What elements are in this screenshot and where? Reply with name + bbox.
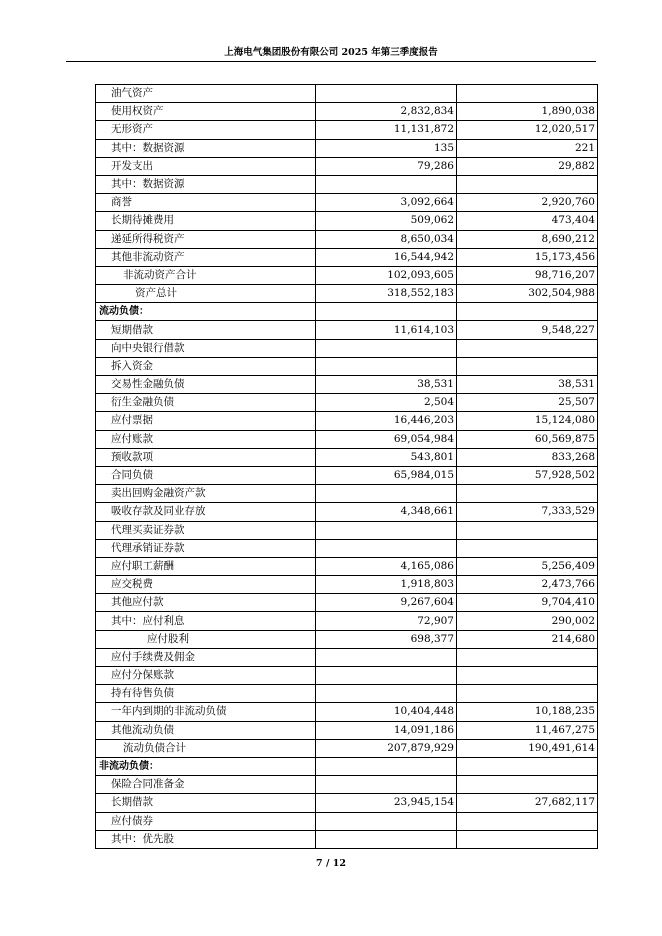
value-current-period: 79,286 xyxy=(316,157,457,175)
value-current-period: 1,918,803 xyxy=(316,576,457,594)
table-row xyxy=(96,521,598,539)
value-current-period: 8,650,034 xyxy=(316,230,457,248)
table-row xyxy=(96,812,598,830)
table-row xyxy=(96,212,598,230)
table-row xyxy=(96,721,598,739)
value-prior-period xyxy=(457,667,598,685)
table-row xyxy=(96,230,598,248)
table-row xyxy=(96,739,598,757)
value-prior-period: 10,188,235 xyxy=(457,703,598,721)
value-prior-period: 190,491,614 xyxy=(457,739,598,757)
value-current-period xyxy=(316,812,457,830)
value-current-period: 102,093,605 xyxy=(316,266,457,284)
value-current-period: 318,552,183 xyxy=(316,285,457,303)
table-row xyxy=(96,339,598,357)
value-prior-period: 12,020,517 xyxy=(457,121,598,139)
table-row xyxy=(96,466,598,484)
table-row xyxy=(96,539,598,557)
section-row xyxy=(96,757,598,775)
row-label: 保险合同准备金 xyxy=(96,776,316,794)
table-row xyxy=(96,248,598,266)
value-prior-period: 302,504,988 xyxy=(457,285,598,303)
row-label: 一年内到期的非流动负债 xyxy=(96,703,316,721)
header-rule xyxy=(66,61,596,62)
value-prior-period: 2,920,760 xyxy=(457,194,598,212)
value-current-period: 698,377 xyxy=(316,630,457,648)
table-row xyxy=(96,667,598,685)
value-current-period: 23,945,154 xyxy=(316,794,457,812)
row-label: 应付手续费及佣金 xyxy=(96,648,316,666)
table-row xyxy=(96,794,598,812)
row-label: 其中：数据资源 xyxy=(96,139,316,157)
value-current-period: 207,879,929 xyxy=(316,739,457,757)
section-row xyxy=(96,303,598,321)
value-current-period xyxy=(316,357,457,375)
table-row xyxy=(96,139,598,157)
value-current-period: 11,614,103 xyxy=(316,321,457,339)
value-current-period xyxy=(316,339,457,357)
value-prior-period xyxy=(457,357,598,375)
table-row xyxy=(96,357,598,375)
value-prior-period xyxy=(457,85,598,103)
table-row xyxy=(96,175,598,193)
table-row xyxy=(96,430,598,448)
row-label: 衍生金融负债 xyxy=(96,394,316,412)
row-label: 应付账款 xyxy=(96,430,316,448)
value-current-period: 2,832,834 xyxy=(316,103,457,121)
row-label: 代理承销证券款 xyxy=(96,539,316,557)
value-prior-period xyxy=(457,539,598,557)
table-row xyxy=(96,376,598,394)
value-prior-period: 7,333,529 xyxy=(457,503,598,521)
value-prior-period: 57,928,502 xyxy=(457,466,598,484)
row-label: 其中：优先股 xyxy=(96,830,316,848)
value-current-period: 16,446,203 xyxy=(316,412,457,430)
row-label: 长期待摊费用 xyxy=(96,212,316,230)
value-prior-period: 25,507 xyxy=(457,394,598,412)
value-current-period xyxy=(316,85,457,103)
value-current-period: 14,091,186 xyxy=(316,721,457,739)
value-current-period xyxy=(316,521,457,539)
table-row xyxy=(96,503,598,521)
table-row xyxy=(96,103,598,121)
value-current-period: 4,348,661 xyxy=(316,503,457,521)
table-row xyxy=(96,648,598,666)
row-label: 递延所得税资产 xyxy=(96,230,316,248)
row-label: 商誉 xyxy=(96,194,316,212)
report-header: 上海电气集团股份有限公司 2025 年第三季度报告 xyxy=(224,47,438,58)
value-current-period: 9,267,604 xyxy=(316,594,457,612)
value-prior-period: 27,682,117 xyxy=(457,794,598,812)
table-row xyxy=(96,448,598,466)
row-label: 其他非流动资产 xyxy=(96,248,316,266)
row-label: 其他应付款 xyxy=(96,594,316,612)
row-label: 应付职工薪酬 xyxy=(96,557,316,575)
value-prior-period: 60,569,875 xyxy=(457,430,598,448)
value-prior-period: 473,404 xyxy=(457,212,598,230)
value-current-period: 16,544,942 xyxy=(316,248,457,266)
value-current-period xyxy=(316,667,457,685)
value-prior-period xyxy=(457,521,598,539)
value-current-period: 72,907 xyxy=(316,612,457,630)
value-prior-period xyxy=(457,303,598,321)
value-current-period xyxy=(316,303,457,321)
value-current-period: 2,504 xyxy=(316,394,457,412)
row-label: 预收款项 xyxy=(96,448,316,466)
value-current-period xyxy=(316,485,457,503)
table-row xyxy=(96,266,598,284)
value-current-period: 4,165,086 xyxy=(316,557,457,575)
value-prior-period: 38,531 xyxy=(457,376,598,394)
table-row xyxy=(96,394,598,412)
value-prior-period xyxy=(457,648,598,666)
row-label: 应付票据 xyxy=(96,412,316,430)
row-label: 其中：应付利息 xyxy=(96,612,316,630)
row-label: 开发支出 xyxy=(96,157,316,175)
row-label: 应付债券 xyxy=(96,812,316,830)
table-row xyxy=(96,703,598,721)
value-prior-period: 2,473,766 xyxy=(457,576,598,594)
value-prior-period: 221 xyxy=(457,139,598,157)
value-current-period xyxy=(316,757,457,775)
value-current-period xyxy=(316,776,457,794)
value-prior-period: 214,680 xyxy=(457,630,598,648)
value-prior-period: 290,002 xyxy=(457,612,598,630)
value-current-period: 10,404,448 xyxy=(316,703,457,721)
value-prior-period xyxy=(457,485,598,503)
table-row xyxy=(96,121,598,139)
table-row xyxy=(96,321,598,339)
row-label: 无形资产 xyxy=(96,121,316,139)
value-prior-period: 98,716,207 xyxy=(457,266,598,284)
table-row xyxy=(96,557,598,575)
value-prior-period: 29,882 xyxy=(457,157,598,175)
value-prior-period: 1,890,038 xyxy=(457,103,598,121)
value-prior-period: 9,548,227 xyxy=(457,321,598,339)
value-prior-period xyxy=(457,812,598,830)
row-label: 应付分保账款 xyxy=(96,667,316,685)
page-number: 7 / 12 xyxy=(316,858,346,869)
row-label: 流动负债合计 xyxy=(96,739,316,757)
row-label: 卖出回购金融资产款 xyxy=(96,485,316,503)
value-prior-period xyxy=(457,175,598,193)
row-label: 持有待售负债 xyxy=(96,685,316,703)
row-label: 向中央银行借款 xyxy=(96,339,316,357)
row-label: 拆入资金 xyxy=(96,357,316,375)
table-row xyxy=(96,412,598,430)
table-row xyxy=(96,576,598,594)
value-prior-period xyxy=(457,685,598,703)
row-label: 资产总计 xyxy=(96,285,316,303)
value-prior-period: 15,173,456 xyxy=(457,248,598,266)
row-label: 代理买卖证券款 xyxy=(96,521,316,539)
value-prior-period xyxy=(457,339,598,357)
section-heading: 非流动负债： xyxy=(96,757,316,775)
row-label: 使用权资产 xyxy=(96,103,316,121)
table-row xyxy=(96,830,598,848)
row-label: 短期借款 xyxy=(96,321,316,339)
table-row xyxy=(96,485,598,503)
value-prior-period: 8,690,212 xyxy=(457,230,598,248)
row-label: 吸收存款及同业存放 xyxy=(96,503,316,521)
value-current-period: 3,092,664 xyxy=(316,194,457,212)
row-label: 其中：数据资源 xyxy=(96,175,316,193)
row-label: 其他流动负债 xyxy=(96,721,316,739)
value-prior-period xyxy=(457,757,598,775)
value-current-period: 65,984,015 xyxy=(316,466,457,484)
row-label: 长期借款 xyxy=(96,794,316,812)
value-current-period: 11,131,872 xyxy=(316,121,457,139)
value-current-period: 543,801 xyxy=(316,448,457,466)
row-label: 合同负债 xyxy=(96,466,316,484)
row-label: 交易性金融负债 xyxy=(96,376,316,394)
table-row xyxy=(96,85,598,103)
table-row xyxy=(96,285,598,303)
value-current-period: 69,054,984 xyxy=(316,430,457,448)
row-label: 非流动资产合计 xyxy=(96,266,316,284)
value-prior-period xyxy=(457,776,598,794)
value-current-period xyxy=(316,685,457,703)
table-row xyxy=(96,194,598,212)
row-label: 油气资产 xyxy=(96,85,316,103)
value-prior-period: 11,467,275 xyxy=(457,721,598,739)
value-current-period: 38,531 xyxy=(316,376,457,394)
table-row xyxy=(96,776,598,794)
value-current-period xyxy=(316,539,457,557)
table-row xyxy=(96,612,598,630)
value-prior-period xyxy=(457,830,598,848)
table-row xyxy=(96,594,598,612)
table-row xyxy=(96,157,598,175)
value-current-period xyxy=(316,830,457,848)
table-row xyxy=(96,630,598,648)
row-label: 应付股利 xyxy=(96,630,316,648)
table-row xyxy=(96,685,598,703)
balance-sheet-table xyxy=(95,84,598,849)
row-label: 应交税费 xyxy=(96,576,316,594)
value-prior-period: 9,704,410 xyxy=(457,594,598,612)
value-current-period: 135 xyxy=(316,139,457,157)
section-heading: 流动负债： xyxy=(96,303,316,321)
value-current-period xyxy=(316,175,457,193)
value-prior-period: 833,268 xyxy=(457,448,598,466)
value-current-period xyxy=(316,648,457,666)
value-prior-period: 5,256,409 xyxy=(457,557,598,575)
value-prior-period: 15,124,080 xyxy=(457,412,598,430)
value-current-period: 509,062 xyxy=(316,212,457,230)
